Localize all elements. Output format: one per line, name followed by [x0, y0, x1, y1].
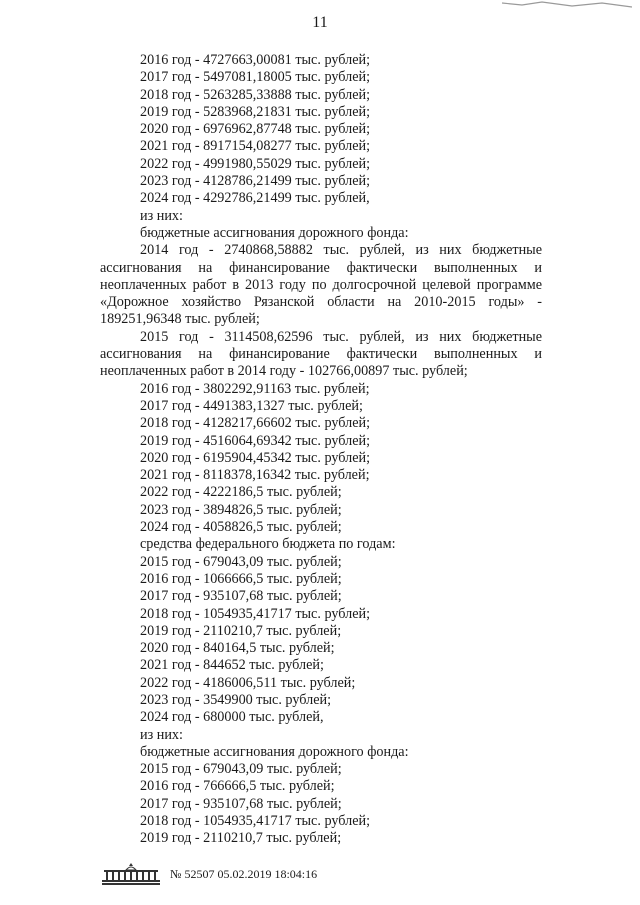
- text-line: 2024 год - 4058826,5 тыс. рублей;: [140, 519, 342, 536]
- text-paragraph: 2015 год - 3114508,62596 тыс. рублей, из них бюджетные ассигнования на финансирование фактически выполненных и неоплаченных работ в 2014 году - 102766,00897 тыс. рублей;: [100, 328, 542, 380]
- text-line: 2021 год - 844652 тыс. рублей;: [140, 657, 324, 674]
- registration-stamp: № 52507 05.02.2019 18:04:16: [170, 866, 318, 881]
- text-line: бюджетные ассигнования дорожного фонда:: [140, 224, 409, 241]
- text-line: 2023 год - 3549900 тыс. рублей;: [140, 691, 332, 708]
- text-line: 2021 год - 8917154,08277 тыс. рублей;: [140, 138, 371, 155]
- text-line: 2017 год - 935107,68 тыс. рублей;: [140, 588, 342, 605]
- text-line: 2018 год - 1054935,41717 тыс. рублей;: [140, 605, 371, 622]
- text-line: 2015 год - 679043,09 тыс. рублей;: [140, 761, 342, 778]
- text-line: 2020 год - 840164,5 тыс. рублей;: [140, 640, 335, 657]
- text-line: 2019 год - 5283968,21831 тыс. рублей;: [140, 103, 371, 120]
- text-line: 2016 год - 4727663,00081 тыс. рублей;: [140, 52, 371, 68]
- text-line: 2019 год - 2110210,7 тыс. рублей;: [140, 622, 342, 639]
- text-line: 2018 год - 4128217,66602 тыс. рублей;: [140, 415, 371, 432]
- text-line: 2023 год - 4128786,21499 тыс. рублей;: [140, 173, 371, 190]
- text-line: 2022 год - 4991980,55029 тыс. рублей;: [140, 155, 371, 172]
- text-line: 2024 год - 680000 тыс. рублей,: [140, 709, 324, 726]
- text-line: из них:: [140, 726, 183, 743]
- text-line: 2017 год - 5497081,18005 тыс. рублей;: [140, 69, 371, 86]
- text-line: 2016 год - 1066666,5 тыс. рублей;: [140, 570, 342, 587]
- text-line: 2022 год - 4222186,5 тыс. рублей;: [140, 484, 342, 501]
- page-number: 11: [312, 14, 328, 31]
- document-body: [100, 52, 542, 848]
- text-line: из них:: [140, 207, 183, 224]
- text-line: 2021 год - 8118378,16342 тыс. рублей;: [140, 467, 370, 484]
- text-line: 2016 год - 3802292,91163 тыс. рублей;: [140, 380, 370, 397]
- text-line: 2018 год - 5263285,33888 тыс. рублей;: [140, 86, 371, 103]
- text-line: 2018 год - 1054935,41717 тыс. рублей;: [140, 813, 371, 830]
- footer: [100, 862, 520, 886]
- text-line: бюджетные ассигнования дорожного фонда:: [140, 743, 409, 760]
- text-line: 2017 год - 935107,68 тыс. рублей;: [140, 795, 342, 812]
- text-line: 2020 год - 6976962,87748 тыс. рублей;: [140, 121, 371, 138]
- text-line: 2019 год - 2110210,7 тыс. рублей;: [140, 830, 342, 847]
- text-paragraph: 2014 год - 2740868,58882 тыс. рублей, из них бюджетные ассигнования на финансирование фактически выполненных и неоплаченных работ в 2013 году по долгосрочной целевой программе «Дорожное хозяйство Рязанской области на 2010-2015 годы» - 189251,96348 тыс. рублей;: [100, 242, 542, 328]
- text-line: 2020 год - 6195904,45342 тыс. рублей;: [140, 449, 371, 466]
- text-line: 2022 год - 4186006,511 тыс. рублей;: [140, 674, 356, 691]
- text-line: 2017 год - 4491383,1327 тыс. рублей;: [140, 397, 363, 414]
- scan-artifact: [502, 0, 632, 10]
- building-emblem-icon: [100, 862, 162, 886]
- text-line: средства федерального бюджета по годам:: [140, 536, 396, 553]
- text-line: 2023 год - 3894826,5 тыс. рублей;: [140, 501, 342, 518]
- text-line: 2015 год - 679043,09 тыс. рублей;: [140, 553, 342, 570]
- text-line: 2024 год - 4292786,21499 тыс. рублей,: [140, 190, 370, 207]
- text-line: 2019 год - 4516064,69342 тыс. рублей;: [140, 432, 371, 449]
- text-line: 2016 год - 766666,5 тыс. рублей;: [140, 778, 335, 795]
